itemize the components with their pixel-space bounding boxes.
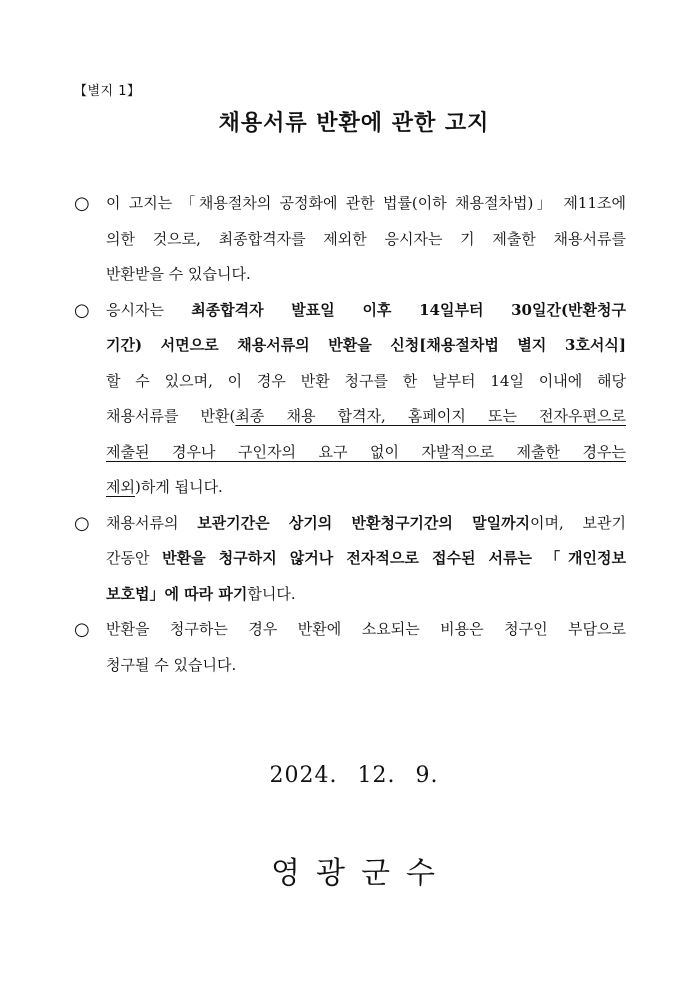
text: 채용서류를 반환( [106, 407, 236, 425]
notice-line [106, 328, 626, 364]
notice-line [106, 222, 626, 258]
notice-line [106, 506, 626, 542]
notice-line [106, 612, 626, 648]
text: 청구될 수 있습니다. [106, 655, 237, 674]
bold-text: 보관기간은 상기의 반환청구기간의 말일까지 [197, 513, 531, 532]
text: 반환을 청구하는 경우 반환에 소요되는 비용은 청구인 부담으로 [106, 620, 626, 638]
notice-item [74, 506, 626, 613]
bold-text: 최종합격자 발표일 이후 14일부터 30일간(반환청구 [191, 300, 627, 319]
circle-bullet-icon: ○ [74, 193, 90, 214]
notice-item [74, 293, 626, 506]
notice-line [106, 470, 626, 506]
notice-line [106, 293, 626, 329]
bold-text: 보호법」에 따라 파기 [106, 584, 248, 603]
circle-bullet-icon: ○ [74, 512, 90, 534]
text: 간동안 [106, 549, 163, 567]
notice-line [106, 399, 626, 435]
notice-line [106, 186, 626, 222]
signer-name: 영광군수 [271, 856, 451, 891]
notice-item [74, 186, 626, 293]
bold-text: 기간) 서면으로 채용서류의 반환을 신청[채용절차법 별지 3호서식] [106, 336, 626, 354]
notice-item [74, 612, 626, 683]
text: 의한 것으로, 최종합격자를 제외한 응시자는 기 제출한 채용서류를 [106, 229, 626, 248]
notice-line [106, 257, 626, 293]
circle-bullet-icon: ○ [74, 299, 90, 321]
text: 응시자는 [106, 300, 192, 319]
text: 반환받을 수 있습니다. [106, 265, 251, 283]
bold-text: 반환을 청구하지 않거나 전자적으로 접수된 서류는 「개인정보 [162, 549, 626, 567]
notice-body [74, 186, 626, 683]
notice-line [106, 435, 626, 471]
underlined-text: 제출된 경우나 구인자의 요구 없이 자발적으로 제출한 경우는 [106, 442, 626, 461]
circle-bullet-icon: ○ [74, 619, 90, 640]
document-title: 채용서류 반환에 관한 고지 [218, 111, 490, 136]
text: )하게 됩니다. [134, 478, 223, 496]
text: 합니다. [247, 584, 296, 603]
document-date: 2024. 12. 9. [269, 763, 439, 788]
notice-line [106, 541, 626, 577]
text: 이며, 보관기 [530, 513, 626, 532]
underlined-text: 최종 채용 합격자, 홈페이지 또는 전자우편으로 [235, 407, 626, 425]
annex-label: 【별지 1】 [74, 84, 141, 99]
text: 이 고지는 「채용절차의 공정화에 관한 법률(이하 채용절차법)」 제11조에 [106, 194, 626, 212]
notice-line [106, 364, 626, 400]
underlined-text: 제외 [106, 478, 135, 496]
text: 채용서류의 [106, 513, 198, 532]
notice-line [106, 648, 626, 684]
text: 할 수 있으며, 이 경우 반환 청구를 한 날부터 14일 이내에 해당 [106, 371, 626, 390]
notice-line [106, 577, 626, 613]
